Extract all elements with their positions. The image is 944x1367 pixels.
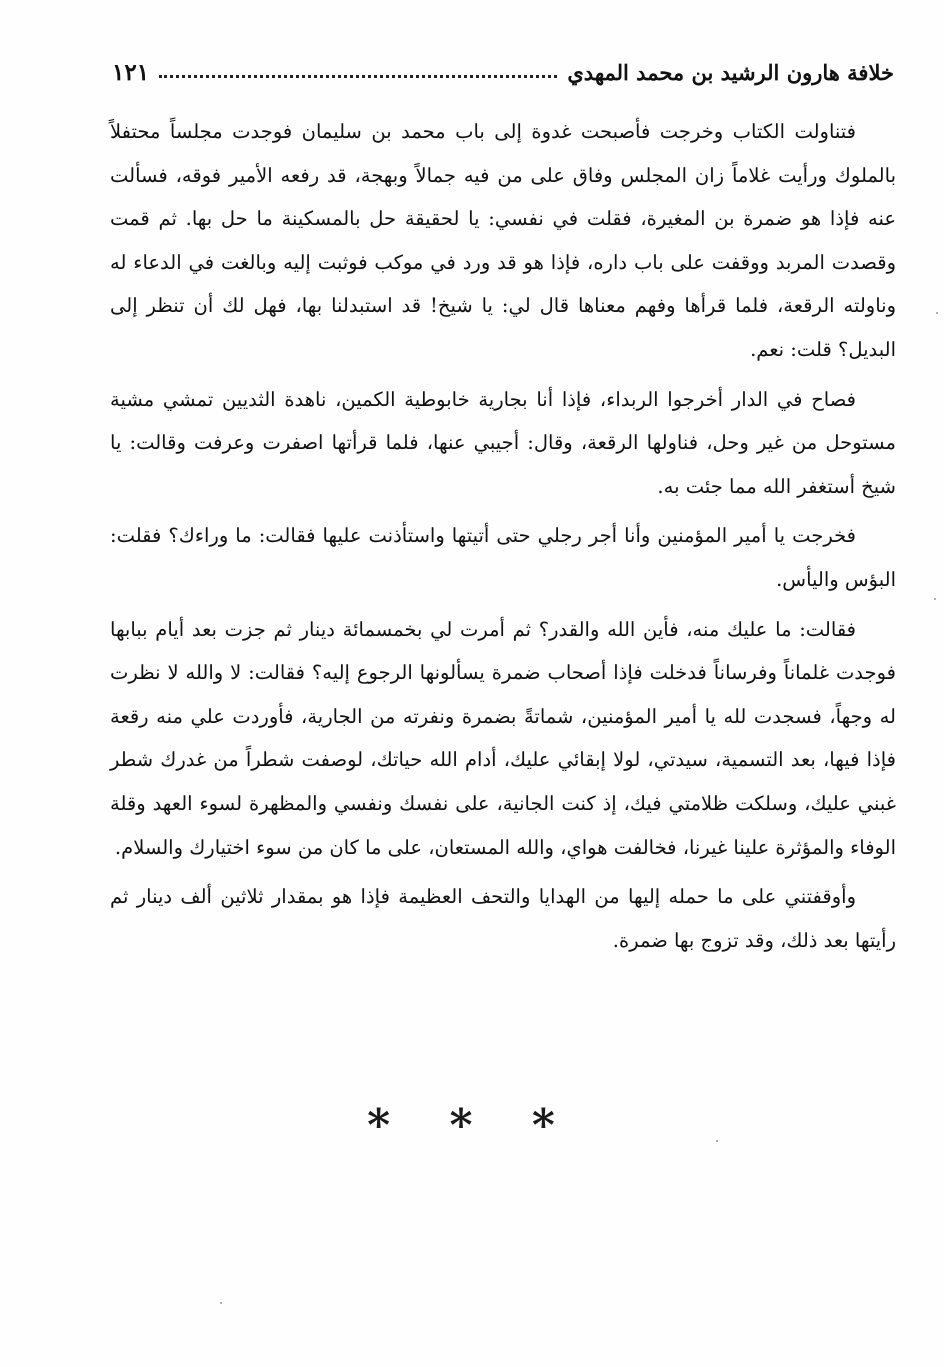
paragraph: فخرجت يا أمير المؤمنين وأنا أجر رجلي حتى أتيتها واستأذنت عليها فقالت: ما وراءك؟ فقلت: البؤس واليأس.: [110, 524, 896, 591]
dotted-leader: [159, 75, 557, 78]
running-header: [112, 52, 894, 92]
paragraph: وأوقفتني على ما حمله إليها من الهدايا والتحف العظيمة فإذا هو بمقدار ثلاثين ألف دينار ثم رأيتها بعد ذلك، وقد تزوج بها ضمرة.: [110, 885, 896, 952]
paragraph: فتناولت الكتاب وخرجت فأصبحت غدوة إلى باب محمد بن سليمان فوجدت مجلساً محتفلاً بالملوك ورأيت غلاماً زان المجلس وفاق على من فيه جمالاً وبهجة، قد رفعه الأمير فوقه، فسألت عنه فإذا هو ضمرة بن المغيرة، فقلت في نفسي: يا لحقيقة حل بالمسكينة ما حل بها. ثم قمت وقصدت المربد ووقفت على باب داره، فإذا هو قد ورد في موكب فوثبت إليه وبالغت في الدعاء له وناولته الرقعة، فلما قرأها وفهم معناها قال لي: يا شيخ! قد استبدلنا بها، فهل لك أن تنظر إلى البديل؟ قلت: نعم.: [110, 120, 896, 361]
paragraph: فصاح في الدار أخرجوا الربداء، فإذا أنا بجارية خابوطية الكمين، ناهدة الثديين تمشي مشية مستوحل من غير وحل، فناولها الرقعة، وقال: أجيبي عنها، فلما قرأتها اصفرت وعرفت وقالت: يا شيخ أستغفر الله مما جئت به.: [110, 387, 896, 498]
scan-speck: [934, 598, 936, 600]
section-break-ornament: * * *: [367, 1100, 577, 1151]
body-text: [110, 110, 896, 968]
scan-speck: [220, 1302, 222, 1304]
scan-speck: [716, 1140, 718, 1142]
scan-speck: [936, 312, 938, 314]
paragraph: فقالت: ما عليك منه، فأين الله والقدر؟ ثم أمرت لي بخمسمائة دينار ثم جزت بعد أيام ببابها فوجدت غلماناً وفرساناً فدخلت فإذا أصحاب ضمرة يسألونها الرجوع إليه؟ فقالت: لا والله لا نظرت له وجهاً، فسجدت لله يا أمير المؤمنين، شماتةً بضمرة ونفرته من الجارية، فأوردت علي منه رقعة فإذا فيها، بعد التسمية، سيدتي، لولا إبقائي عليك، أدام الله حياتك، لوصفت شطراً من غدرك شطر غبني عليك، وسلكت ظلامتي فيك، إذ كنت الجانية، على نفسك ونفسي والمظهرة لسوء العهد وقلة الوفاء والمؤثرة علينا غيرنا، فخالفت هواي، والله المستعان، على ما كان من سوء اختيارك والسلام.: [110, 617, 896, 859]
running-title: خلافة هارون الرشيد بن محمد المهدي: [567, 59, 894, 85]
page-number: ١٢١: [112, 58, 150, 86]
